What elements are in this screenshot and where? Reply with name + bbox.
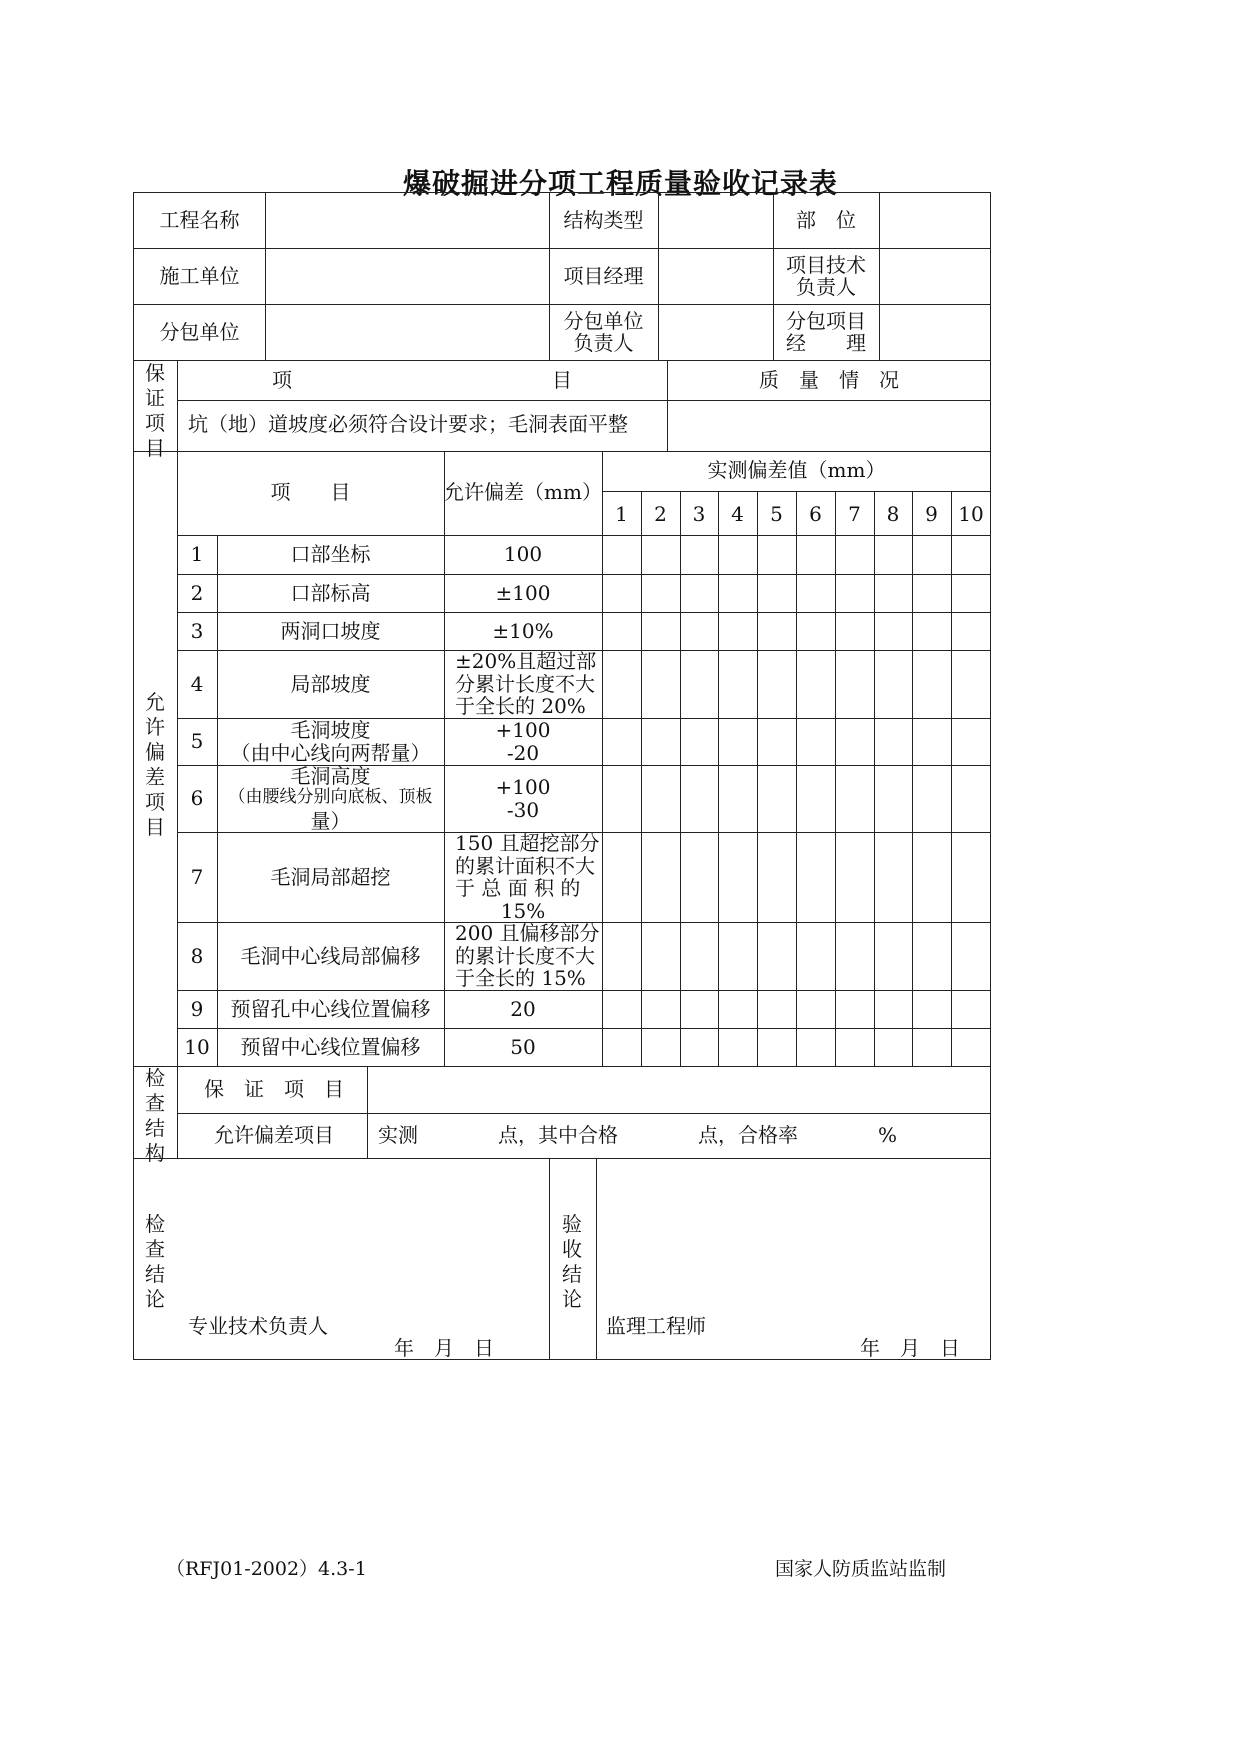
point-number-8: 8	[886, 502, 900, 526]
row-tolerance: -30	[506, 797, 540, 822]
row-item-name: 两洞口坡度	[280, 618, 381, 643]
row-tolerance: 50	[510, 1034, 536, 1059]
grid-line	[133, 248, 991, 249]
row-number: 6	[190, 786, 204, 810]
row-tolerance: 100	[503, 542, 543, 567]
row-item-name: 口部坐标	[290, 542, 371, 567]
guarantee-item-text: 坑（地）道坡度必须符合设计要求；毛洞表面平整	[188, 412, 628, 436]
row-number: 5	[190, 729, 204, 753]
inspection-conclusion-label: 检查结论	[145, 1212, 165, 1311]
label-project-manager: 项目经理	[563, 264, 644, 288]
grid-line	[367, 1066, 368, 1158]
grid-line	[602, 451, 603, 1066]
grid-line	[796, 491, 797, 1066]
grid-line	[835, 491, 836, 1066]
grid-line	[133, 1158, 991, 1159]
deviation-col-measured: 实测偏差值（mm）	[707, 458, 886, 482]
grid-line	[879, 192, 880, 360]
row-number: 7	[190, 864, 204, 889]
row-tolerance: +100	[495, 775, 551, 799]
row-tolerance: 分累计长度不大	[455, 671, 595, 696]
grid-line	[912, 491, 913, 1066]
point-number-5: 5	[770, 502, 783, 526]
grid-line	[757, 491, 758, 1066]
row-item-name: 量）	[310, 808, 351, 833]
grid-line	[596, 1158, 597, 1360]
check-side-label: 检查结构	[145, 1066, 165, 1165]
guarantee-col-quality: 质 量 情 况	[759, 368, 899, 392]
point-number-3: 3	[692, 502, 706, 526]
deviation-col-item: 项 目	[270, 480, 351, 504]
grid-line	[133, 451, 991, 452]
grid-line	[641, 491, 642, 1066]
row-item-name: 预留孔中心线位置偏移	[230, 996, 431, 1021]
deviation-side-label: 允许偏差项目	[145, 690, 165, 839]
row-tolerance: 于全长的 20%	[455, 694, 586, 719]
point-number-7: 7	[848, 502, 861, 526]
point-number-2: 2	[654, 502, 667, 526]
row-number: 3	[190, 618, 204, 643]
grid-line	[177, 1066, 991, 1067]
date-right: 年 月 日	[860, 1336, 960, 1360]
row-tolerance: 200 且偏移部分	[455, 921, 600, 946]
grid-line	[133, 304, 991, 305]
row-item-name: （由腰线分别向底板、顶板	[228, 787, 433, 808]
row-tolerance: ±10%	[492, 618, 554, 643]
tech-lead-signature-label: 专业技术负责人	[188, 1314, 328, 1338]
grid-line	[177, 574, 991, 575]
row-tolerance: 于全长的 15%	[455, 966, 586, 991]
grid-line	[549, 1158, 550, 1360]
grid-line	[133, 360, 991, 361]
label-sub-manager-1: 分包项目	[786, 309, 866, 333]
grid-line	[874, 491, 875, 1066]
point-number-6: 6	[809, 502, 822, 526]
row-number: 10	[184, 1034, 210, 1059]
label-sub-lead-1: 分包单位	[563, 309, 644, 333]
row-item-name: （由中心线向两帮量）	[230, 740, 431, 765]
supervisor-signature-label: 监理工程师	[606, 1314, 706, 1338]
row-number: 4	[190, 671, 204, 696]
footer-issuer: 国家人防质监站监制	[775, 1558, 947, 1580]
row-item-name: 毛洞局部超挖	[270, 864, 391, 889]
guarantee-col-item: 项 目	[272, 368, 572, 392]
row-tolerance: 的累计长度不大	[455, 943, 595, 968]
check-deviation-label: 允许偏差项目	[214, 1123, 334, 1147]
grid-line	[177, 535, 991, 536]
grid-line	[951, 491, 952, 1066]
row-tolerance: 于 总 面 积 的	[455, 876, 581, 900]
point-number-9: 9	[925, 502, 938, 526]
grid-line	[718, 491, 719, 1066]
row-tolerance: ±20%且超过部	[455, 649, 597, 674]
row-tolerance: 15%	[500, 898, 546, 923]
label-project-name: 工程名称	[159, 208, 240, 232]
row-tolerance: 的累计面积不大	[455, 853, 595, 878]
row-tolerance: ±100	[495, 580, 551, 605]
grid-line	[177, 612, 991, 613]
grid-line	[177, 1113, 991, 1114]
row-item-name: 毛洞中心线局部偏移	[240, 943, 421, 968]
row-item-name: 局部坡度	[290, 671, 371, 696]
deviation-col-tolerance: 允许偏差（mm）	[444, 480, 602, 504]
footer-code: （RFJ01-2002）4.3-1	[166, 1558, 367, 1580]
label-tech-lead-2: 负责人	[796, 275, 856, 299]
point-number-4: 4	[731, 502, 744, 526]
label-tech-lead-1: 项目技术	[786, 253, 866, 277]
point-number-1: 1	[615, 502, 628, 526]
label-subcontractor: 分包单位	[159, 320, 240, 344]
row-number: 2	[190, 580, 204, 605]
row-number: 9	[190, 996, 204, 1021]
grid-line	[177, 1028, 991, 1029]
row-tolerance: 150 且超挖部分	[455, 831, 600, 855]
label-sub-manager-2: 经 理	[786, 331, 866, 355]
row-tolerance: 20	[510, 996, 536, 1021]
grid-line	[680, 491, 681, 1066]
row-item-name: 口部标高	[290, 580, 371, 605]
label-location: 部 位	[796, 208, 856, 232]
acceptance-conclusion-label: 验收结论	[562, 1212, 582, 1311]
check-measured-text: 实测 点，其中合格 点，合格率 %	[378, 1123, 898, 1147]
row-number: 8	[190, 943, 204, 968]
row-number: 1	[190, 542, 204, 566]
page-title: 爆破掘进分项工程质量验收记录表	[402, 167, 838, 200]
grid-line	[658, 192, 659, 360]
label-construction-unit: 施工单位	[159, 264, 240, 288]
point-number-10: 10	[958, 502, 984, 526]
grid-line	[177, 400, 991, 401]
guarantee-side-label: 保证项目	[145, 361, 165, 460]
label-sub-lead-2: 负责人	[573, 331, 634, 355]
grid-line	[265, 192, 266, 360]
check-guarantee-label: 保 证 项 目	[204, 1077, 344, 1101]
row-tolerance: +100	[495, 718, 551, 742]
label-structure-type: 结构类型	[563, 208, 644, 232]
row-item-name: 毛洞高度	[290, 763, 371, 788]
row-tolerance: -20	[506, 740, 540, 765]
row-item-name: 预留中心线位置偏移	[240, 1034, 421, 1059]
date-left: 年 月 日	[394, 1336, 494, 1360]
row-item-name: 毛洞坡度	[290, 718, 371, 742]
